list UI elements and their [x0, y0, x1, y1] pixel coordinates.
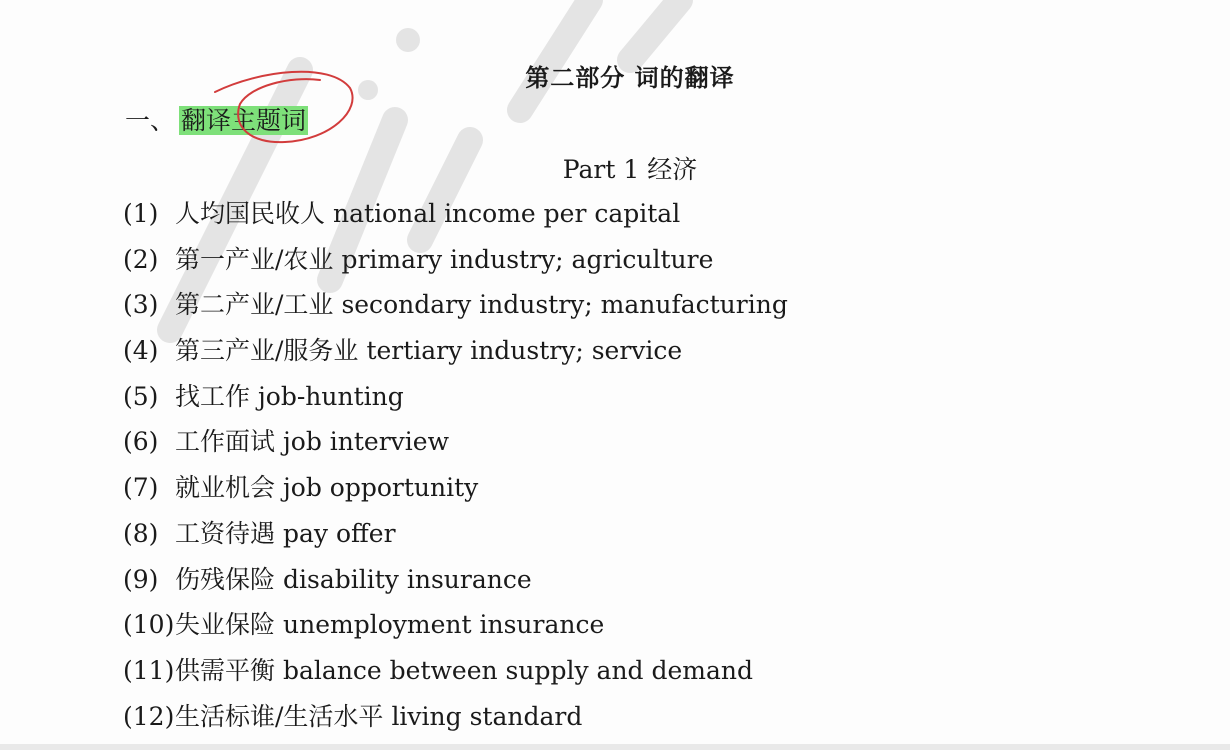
part-heading: 第二部分 词的翻译 [525, 64, 735, 92]
section-number: 一、 [125, 106, 176, 135]
term-chinese: 第二产业/工业 [175, 290, 334, 320]
term-number: (5) [123, 381, 159, 411]
term-item-1 [123, 196, 788, 242]
term-chinese: 找工作 [175, 381, 251, 411]
term-english: secondary industry; manufacturing [341, 290, 788, 320]
section-heading [125, 104, 308, 138]
term-item-6 [123, 424, 788, 470]
term-item-7 [123, 470, 788, 516]
term-item-10 [123, 607, 788, 653]
term-item-11 [123, 653, 788, 699]
term-chinese: 供需平衡 [175, 655, 276, 685]
term-number: (4) [123, 336, 159, 366]
term-item-3 [123, 287, 788, 333]
term-chinese: 第一产业/农业 [175, 244, 334, 274]
term-chinese: 失业保险 [175, 610, 276, 640]
term-english: job interview [283, 427, 449, 457]
term-number: (11) [123, 655, 175, 685]
term-english: job opportunity [283, 473, 479, 503]
term-english: balance between supply and demand [283, 655, 754, 685]
term-chinese: 工资待遇 [175, 518, 276, 548]
page-bottom-edge [0, 744, 1230, 750]
term-number: (8) [123, 518, 159, 548]
term-chinese: 就业机会 [175, 473, 276, 503]
term-chinese: 伤残保险 [175, 564, 276, 594]
term-chinese: 第三产业/服务业 [175, 336, 359, 366]
term-number: (1) [123, 199, 159, 228]
term-item-9 [123, 562, 788, 608]
term-number: (9) [123, 564, 159, 594]
term-english: tertiary industry; service [366, 336, 683, 366]
term-item-2 [123, 242, 788, 288]
term-english: disability insurance [283, 564, 532, 594]
term-english: living standard [391, 701, 583, 731]
term-number: (12) [123, 701, 175, 731]
term-chinese: 人均国民收人 [175, 199, 326, 228]
term-number: (2) [123, 244, 159, 274]
term-english: unemployment insurance [283, 610, 605, 640]
term-item-8 [123, 516, 788, 562]
term-english: job-hunting [258, 381, 404, 411]
term-number: (10) [123, 610, 175, 640]
term-english: national income per capital [333, 199, 681, 228]
term-number: (3) [123, 290, 159, 320]
term-number: (7) [123, 473, 159, 503]
term-item-12 [123, 699, 788, 745]
term-english: pay offer [283, 518, 396, 548]
term-chinese: 生活标谁/生活水平 [175, 701, 384, 731]
term-list [123, 196, 788, 744]
term-item-4 [123, 333, 788, 379]
term-english: primary industry; agriculture [341, 244, 714, 274]
term-chinese: 工作面试 [175, 427, 276, 457]
term-number: (6) [123, 427, 159, 457]
part-subheading: Part 1 经济 [562, 155, 698, 184]
section-title-highlighted: 翻译主题词 [181, 106, 307, 135]
term-item-5 [123, 379, 788, 425]
